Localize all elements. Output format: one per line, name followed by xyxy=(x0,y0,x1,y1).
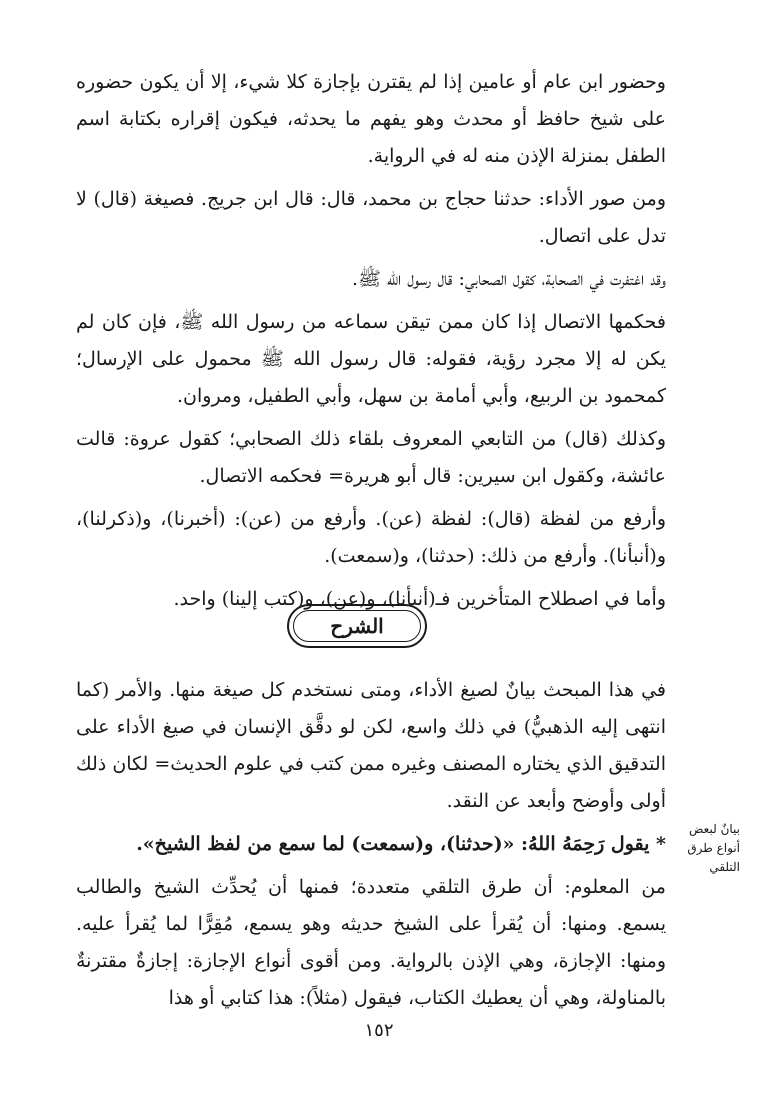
matn-paragraph-5: وكذلك (قال) من التابعي المعروف بلقاء ذلك الصحابي؛ كقول عروة: قالت عائشة، وكقول ابن سيرين: قال أبو هريرة= فحكمه الاتصال. xyxy=(76,428,666,487)
sharh-paragraph-2: من المعلوم: أن طرق التلقي متعددة؛ فمنها أن يُحدِّث الشيخ والطالب يسمع. ومنها: أن يُقرأ على الشيخ حديثه وهو يسمع، مُقِرًّا لما يُقرأ عليه. ومنها: الإجازة، وهي الإذن بالرواية. ومن أقوى أنواع الإجازة: إجازةٌ مقترنةٌ بالمناولة، وهي أن يعطيك الكتاب، فيقول (مثلاً): هذا كتابي أو هذا xyxy=(76,876,666,1009)
sharh-paragraph-1: في هذا المبحث بيانٌ لصيغ الأداء، ومتى نستخدم كل صيغة منها. والأمر (كما انتهى إليه الذهبيُّ) في ذلك واسع، لكن لو دقَّق الإنسان في صيغ الأداء على التدقيق الذي يختاره المصنف وغيره ممن كتب في علوم الحديث= لكان ذلك أولى وأوضح وأبعد عن النقد. xyxy=(76,679,666,812)
page-number: ١٥٢ xyxy=(364,1020,394,1041)
section-title-frame xyxy=(287,604,427,648)
margin-note: بيانٌ لبعض أنواع طرق التلقي xyxy=(687,822,740,874)
section-title: الشرح xyxy=(330,614,384,638)
matn-text-block xyxy=(76,64,666,624)
matn-paragraph-2: ومن صور الأداء: حدثنا حجاج بن محمد، قال: قال ابن جريج. فصيغة (قال) لا تدل على اتصال. xyxy=(76,188,666,247)
sharh-text-block xyxy=(76,672,666,1023)
matn-paragraph-6: وأرفع من لفظة (قال): لفظة (عن). وأرفع من (عن): (أخبرنا)، و(ذكرلنا)، و(أنبأنا). وأرفع من ذلك: (حدثنا)، و(سمعت). xyxy=(76,508,666,567)
matn-paragraph-1: وحضور ابن عام أو عامين إذا لم يقترن بإجازة كلا شيء، إلا أن يكون حضوره على شيخ حافظ أو محدث وهو يفهم ما يحدثه، فيكون إقراره بكتابة اسم الطفل بمنزلة الإذن منه له في الرواية. xyxy=(76,71,666,167)
quote-paragraph: * يقول رَحِمَهُ اللهُ: «(حدثنا)، و(سمعت) لما سمع من لفظ الشيخ». xyxy=(136,833,666,855)
matn-paragraph-7: وأما في اصطلاح المتأخرين فـ(أنبأنا)، و(عن)، و(كتب إلينا) واحد. xyxy=(173,588,666,610)
matn-paragraph-4: فحكمها الاتصال إذا كان ممن تيقن سماعه من رسول الله ﷺ، فإن كان لم يكن له إلا مجرد رؤية، فقوله: قال رسول الله ﷺ محمول على الإرسال؛ كمحمود بن الربيع، وأبي أمامة بن سهل، وأبي الطفيل، ومروان. xyxy=(76,311,666,407)
matn-paragraph-3: وقد اغتفرت في الصحابة، كقول الصحابي: قال رسول الله ﷺ. xyxy=(351,268,666,290)
